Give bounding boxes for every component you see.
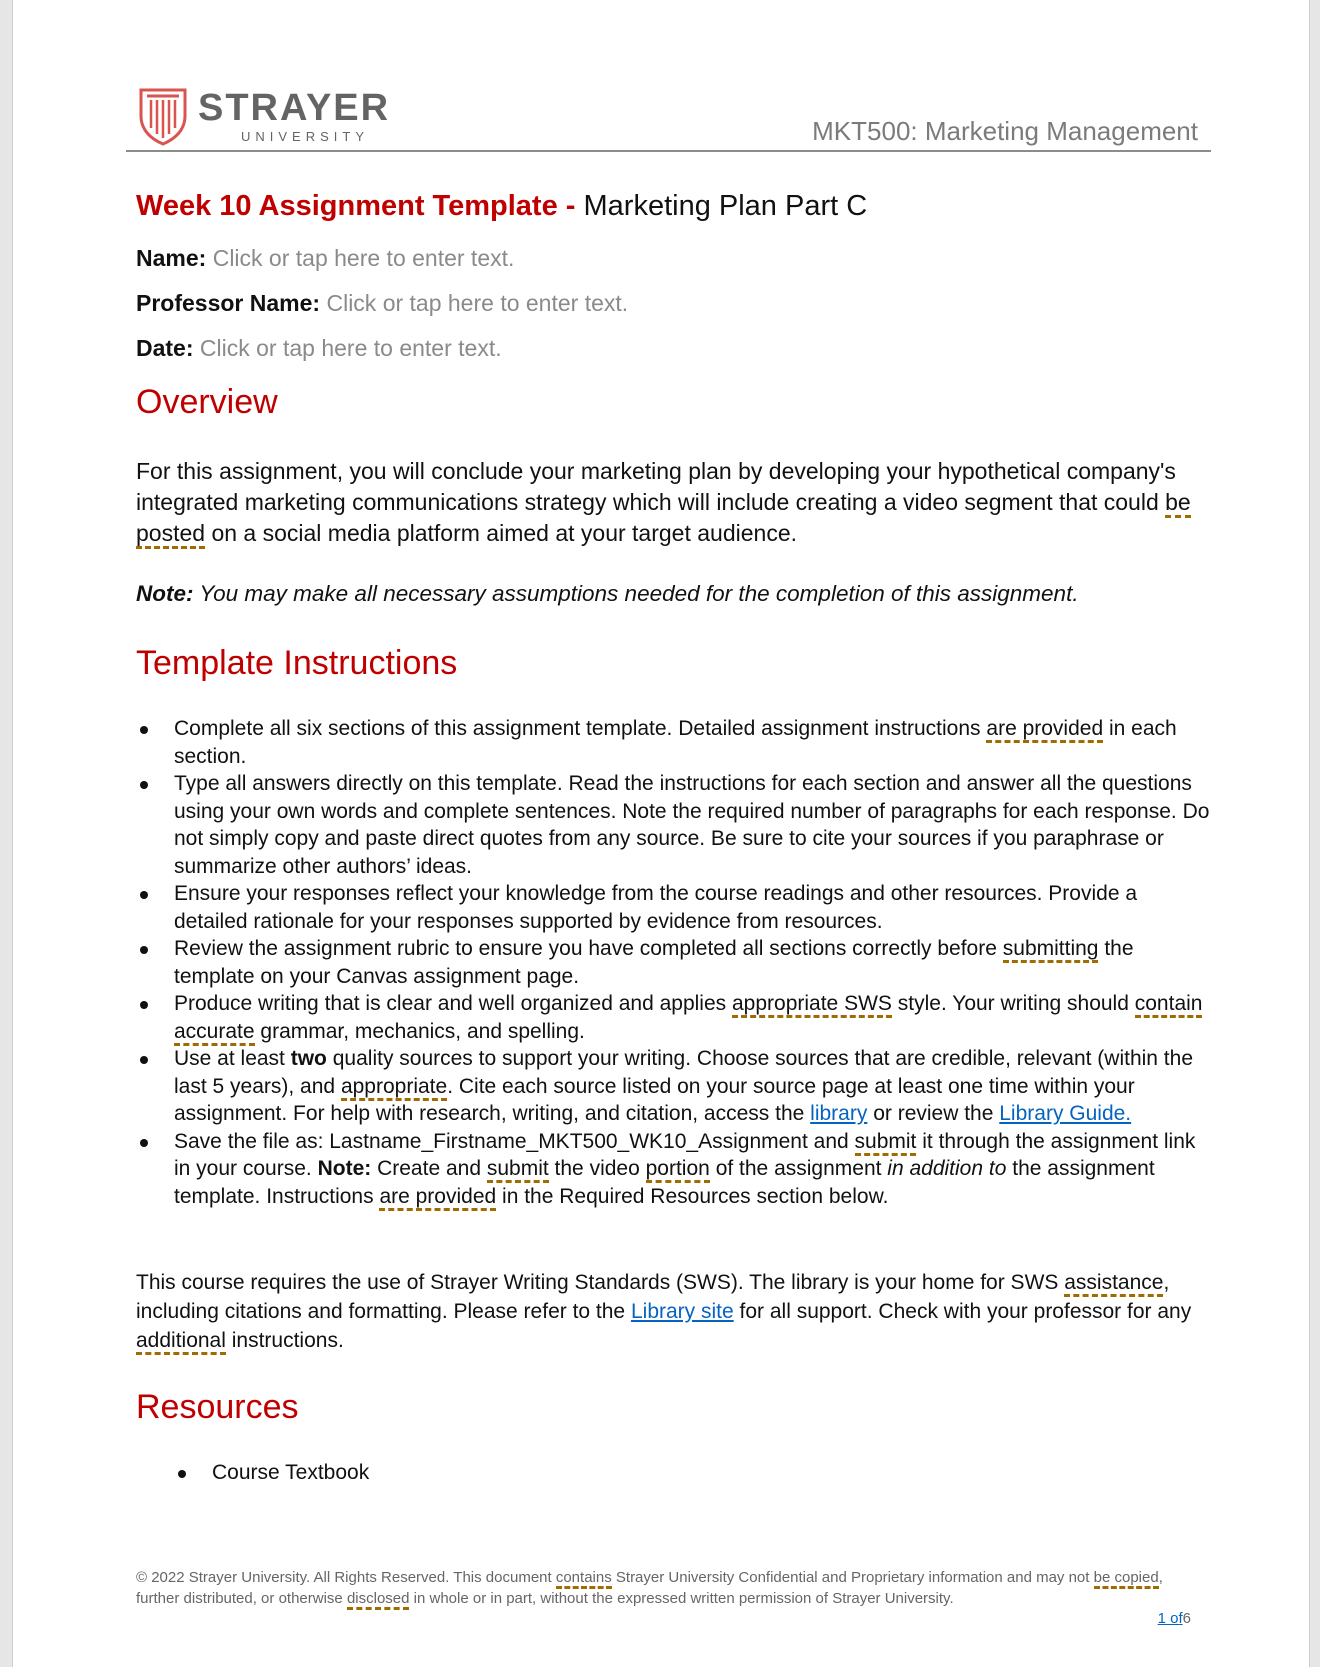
spell-flag[interactable]: assistance [1064, 1271, 1163, 1297]
template-instructions-heading: Template Instructions [136, 644, 458, 682]
spell-flag[interactable]: submitting [1003, 937, 1099, 963]
spell-flag[interactable]: are provided [986, 717, 1103, 743]
document-page [12, 0, 1310, 1667]
spell-flag[interactable]: appropriate SWS [732, 992, 892, 1018]
list-item: Save the file as: Lastname_Firstname_MKT500_WK10_Assignment and submit it through the assignment link in your course. Note: Create and submit the video portion of the assignment in addition to the assignment template. Instructions are provided in the Required Resources section below. [136, 1128, 1216, 1211]
library-link[interactable]: library [810, 1102, 868, 1125]
spell-flag[interactable]: submit [855, 1130, 917, 1156]
page-number [1158, 1610, 1191, 1627]
logo-wordmark: STRAYER [198, 87, 391, 129]
note-text: You may make all necessary assumptions needed for the completion of this assignment. [199, 581, 1079, 606]
spell-flag[interactable]: portion [646, 1157, 710, 1183]
title-bold: Week 10 Assignment Template - [136, 190, 576, 222]
overview-paragraph [136, 456, 1216, 549]
library-guide-link[interactable]: Library Guide. [999, 1102, 1132, 1125]
page-header [126, 80, 1211, 152]
professor-label: Professor Name: [136, 290, 321, 316]
professor-field [136, 289, 628, 317]
date-label: Date: [136, 335, 194, 361]
spell-flag[interactable]: contain accurate [174, 992, 1202, 1046]
name-input[interactable]: Click or tap here to enter text. [212, 245, 515, 271]
overview-note [136, 580, 1079, 608]
spell-flag[interactable]: be posted [136, 489, 1191, 549]
course-title: MKT500: Marketing Management [812, 116, 1198, 146]
list-item: Review the assignment rubric to ensure you have completed all sections correctly before submitting the template on your Canvas assignment page. [136, 935, 1216, 990]
spell-flag[interactable]: appropriate [341, 1075, 447, 1101]
note-label: Note: [136, 581, 194, 606]
list-item: Produce writing that is clear and well organized and applies appropriate SWS style. Your writing should contain accurate grammar, mechanics, and spelling. [136, 990, 1216, 1045]
name-label: Name: [136, 245, 207, 271]
instructions-list [136, 715, 1216, 1210]
date-input[interactable]: Click or tap here to enter text. [199, 335, 502, 361]
list-item: Complete all six sections of this assignment template. Detailed assignment instructions are provided in each section. [136, 715, 1216, 770]
resources-heading: Resources [136, 1388, 299, 1426]
library-site-link[interactable]: Library site [630, 1300, 734, 1323]
list-item: Use at least two quality sources to support your writing. Choose sources that are credible, relevant (within the last 5 years), and appropriate. Cite each source listed on your source page at least one time within your assignment. For help with research, writing, and citation, access the library or review the Library Guide. [136, 1045, 1216, 1128]
spell-flag[interactable]: be copied [1094, 1569, 1159, 1589]
list-item: Type all answers directly on this template. Read the instructions for each section and answer all the questions using your own words and complete sentences. Note the required number of paragraphs for each response. Do not simply copy and paste direct quotes from any source. Be sure to cite your sources if you paraphrase or summarize other authors’ ideas. [136, 770, 1216, 880]
spell-flag[interactable]: additional [136, 1329, 226, 1355]
strayer-logo [137, 86, 407, 146]
page-current: 1 of [1157, 1610, 1183, 1627]
overview-text-end: on a social media platform aimed at your target audience. [211, 520, 797, 546]
page-footer: © 2022 Strayer University. All Rights Reserved. This document contains Strayer University Confidential and Proprietary information and may not be copied, further distributed, or otherwise disclosed in whole or in part, without the expressed written permission of Strayer University. [136, 1567, 1206, 1609]
document-title [136, 188, 867, 224]
title-normal: Marketing Plan Part C [583, 190, 868, 222]
resources-list [174, 1459, 369, 1487]
name-field [136, 244, 514, 272]
page-total: 6 [1182, 1610, 1191, 1627]
date-field [136, 334, 502, 362]
logo-subtitle: UNIVERSITY [241, 129, 370, 144]
overview-text: For this assignment, you will conclude your marketing plan by developing your hypothetical company's integrated marketing communications strategy which will include creating a video segment that could [136, 458, 1176, 515]
list-item: Ensure your responses reflect your knowledge from the course readings and other resources. Provide a detailed rationale for your responses supported by evidence from resources. [136, 880, 1216, 935]
spell-flag[interactable]: are provided [379, 1185, 496, 1211]
spell-flag[interactable]: submit [487, 1157, 549, 1183]
professor-input[interactable]: Click or tap here to enter text. [326, 290, 629, 316]
spell-flag[interactable]: contains [556, 1569, 612, 1589]
list-item: Course Textbook [174, 1459, 369, 1487]
overview-heading: Overview [136, 383, 278, 421]
sws-paragraph: This course requires the use of Strayer Writing Standards (SWS). The library is your home for SWS assistance, including citations and formatting. Please refer to the Library site for all support. Check with your professor for any additional instructions. [136, 1268, 1216, 1355]
spell-flag[interactable]: disclosed [347, 1590, 410, 1610]
strayer-shield-icon [137, 86, 189, 146]
